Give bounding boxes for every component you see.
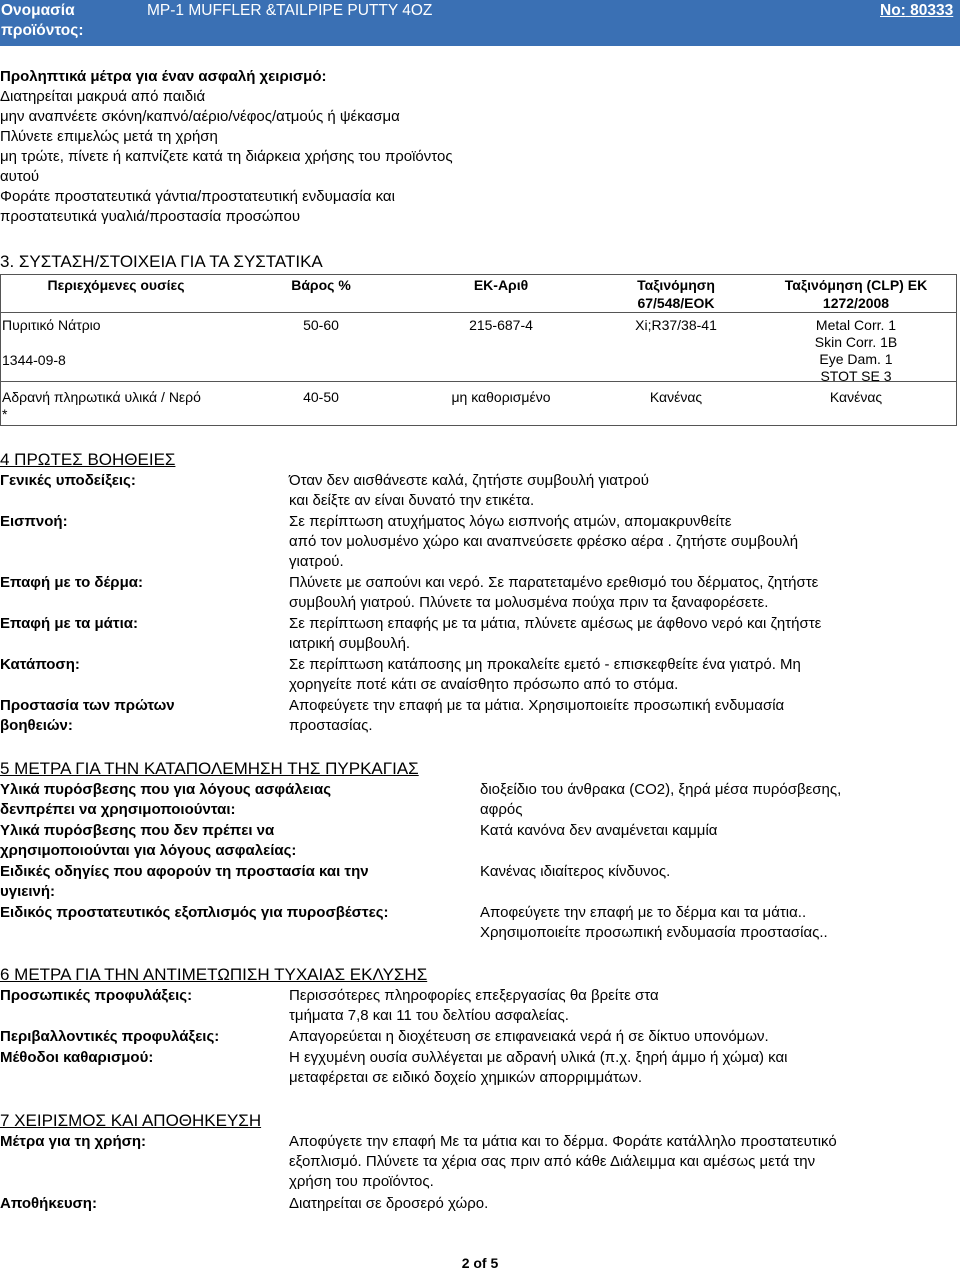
precaution-line: Διατηρείται μακρυά από παιδιά xyxy=(0,88,206,105)
row1-clp: STOT SE 3 xyxy=(820,368,892,384)
storage-text: Διατηρείται σε δροσερό χώρο. xyxy=(289,1195,489,1212)
suitable-text: αφρός xyxy=(480,801,523,818)
personal-text: τμήματα 7,8 και 11 του δελτίου ασφαλείας. xyxy=(289,1007,569,1024)
general-text: και δείξτε αν είναι δυνατό την ετικέτα. xyxy=(289,492,535,509)
row2-ec: μη καθορισμένο xyxy=(451,389,551,405)
product-name: MP-1 MUFFLER &TAILPIPE PUTTY 4OZ xyxy=(147,2,433,19)
equipment-text: Χρησιμοποιείτε προσωπική ενδυμασία προστασίας.. xyxy=(480,924,828,941)
precaution-line: μη τρώτε, πίνετε ή καπνίζετε κατά τη διάρκεια χρήσης του προϊόντος xyxy=(0,148,453,165)
use-label: Μέτρα για τη χρήση: xyxy=(0,1133,147,1150)
composition-table xyxy=(0,274,957,426)
header-class-67-548: Ταξινόμηση xyxy=(637,277,715,293)
eyes-text: ιατρική συμβουλή. xyxy=(289,635,411,652)
special-label: υγιεινή: xyxy=(0,883,56,900)
section7-title: 7 ΧΕΙΡΙΣΜΟΣ ΚΑΙ ΑΠΟΘΗΚΕΥΣΗ xyxy=(0,1111,262,1130)
equipment-text: Αποφεύγετε την επαφή με το δέρμα και τα μάτια.. xyxy=(480,904,807,921)
use-text: Αποφύγετε την επαφή Με τα μάτια και το δέρμα. Φοράτε κατάλληλο προστατευτικό xyxy=(289,1133,837,1150)
unsuitable-label: Υλικά πυρόσβεσης που δεν πρέπει να xyxy=(0,822,275,839)
protection-text: προστασίας. xyxy=(289,717,373,734)
precaution-line: Φοράτε προστατευτικά γάντια/προστατευτική ενδυμασία και xyxy=(0,188,395,205)
skin-label: Επαφή με το δέρμα: xyxy=(0,574,143,591)
inhalation-text: γιατρού. xyxy=(289,553,344,570)
use-text: χρήση του προϊόντος. xyxy=(289,1173,434,1190)
equipment-label: Ειδικός προστατευτικός εξοπλισμός για πυροσβέστες: xyxy=(0,904,389,921)
row1-ec: 215-687-4 xyxy=(469,317,533,333)
protection-text: Αποφεύγετε την επαφή με τα μάτια. Χρησιμοποιείτε προσωπική ενδυμασία xyxy=(289,697,785,714)
row1-weight: 50-60 xyxy=(303,317,339,333)
header-weight: Βάρος % xyxy=(291,277,351,293)
suitable-label: Υλικά πυρόσβεσης που για λόγους ασφάλειας xyxy=(0,781,331,798)
header-ec: ΕΚ-Αριθ xyxy=(473,277,529,293)
product-number: No: 80333 xyxy=(880,2,954,19)
suitable-label: δενπρέπει να χρησιμοποιούνται: xyxy=(0,801,236,818)
page-number: 2 of 5 xyxy=(461,1255,499,1271)
section6-title: 6 ΜΕΤΡΑ ΓΙΑ ΤΗΝ ΑΝΤΙΜΕΤΩΠΙΣΗ ΤΥΧΑΙΑΣ ΕΚΛΥΣΗΣ xyxy=(0,965,428,984)
precautions-title: Προληπτικά μέτρα για έναν ασφαλή χειρισμό: xyxy=(0,68,327,85)
header-substances: Περιεχόμενες ουσίες xyxy=(47,277,185,293)
special-text: Κανένας ιδιαίτερος κίνδυνος. xyxy=(480,863,671,880)
personal-text: Περισσότερες πληροφορίες επεξεργασίας θα βρείτε στα xyxy=(289,987,659,1004)
header-class-clp-ref: 1272/2008 xyxy=(822,295,890,311)
protection-label: βοηθειών: xyxy=(0,717,73,734)
ingestion-text: χορηγείτε ποτέ κάτι σε αναίσθητο πρόσωπο από το στόμα. xyxy=(289,676,679,693)
precaution-line: μην αναπνέετε σκόνη/καπνό/αέριο/νέφος/ατμούς ή ψέκασμα xyxy=(0,108,400,125)
skin-text: Πλύνετε με σαπούνι και νερό. Σε παρατεταμένο ερεθισμό του δέρματος, ζητήστε xyxy=(289,574,819,591)
row1-cas: 1344-09-8 xyxy=(2,352,66,368)
table-header-divider xyxy=(1,312,956,313)
row2-weight: 40-50 xyxy=(303,389,339,405)
eyes-text: Σε περίπτωση επαφής με τα μάτια, πλύνετε αμέσως με άφθονο νερό και ζητήστε xyxy=(289,615,822,632)
row1-clp: Skin Corr. 1B xyxy=(814,334,898,350)
ingestion-label: Κατάποση: xyxy=(0,656,80,673)
cleanup-text: Η εγχυμένη ουσία συλλέγεται με αδρανή υλικά (π.χ. ξηρή άμμο ή χώμα) και xyxy=(289,1049,788,1066)
row1-class67: Xi;R37/38-41 xyxy=(635,317,717,333)
suitable-text: διοξείδιο του άνθρακα (CO2), ξηρά μέσα πυρόσβεσης, xyxy=(480,781,842,798)
section3-title: 3. ΣΥΣΤΑΣΗ/ΣΤΟΙΧΕΙΑ ΓΙΑ ΤΑ ΣΥΣΤΑΤΙΚΑ xyxy=(0,252,323,271)
section4-title: 4 ΠΡΩΤΕΣ ΒΟΗΘΕΙΕΣ xyxy=(0,450,176,469)
precaution-line: προστατευτικά γυαλιά/προστασία προσώπου xyxy=(0,208,301,225)
eyes-label: Επαφή με τα μάτια: xyxy=(0,615,138,632)
row2-substance: Αδρανή πληρωτικά υλικά / Νερό xyxy=(2,389,201,405)
inhalation-text: Σε περίπτωση ατυχήματος λόγω εισπνοής ατμών, απομακρυνθείτε xyxy=(289,513,732,530)
general-text: Όταν δεν αισθάνεστε καλά, ζητήστε συμβουλή γιατρού xyxy=(289,472,649,489)
cleanup-label: Μέθοδοι καθαρισμού: xyxy=(0,1049,154,1066)
section5-title: 5 ΜΕΤΡΑ ΓΙΑ ΤΗΝ ΚΑΤΑΠΟΛΕΜΗΣΗ ΤΗΣ ΠΥΡΚΑΓΙΑΣ xyxy=(0,759,419,778)
ingestion-text: Σε περίπτωση κατάποσης μη προκαλείτε εμετό - επισκεφθείτε ένα γιατρό. Μη xyxy=(289,656,801,673)
unsuitable-text: Κατά κανόνα δεν αναμένεται καμμία xyxy=(480,822,718,839)
header-class-clp: Ταξινόμηση (CLP) ΕΚ xyxy=(784,277,928,293)
env-text: Απαγορεύεται η διοχέτευση σε επιφανειακά νερά ή σε δίκτυο υπονόμων. xyxy=(289,1028,769,1045)
row2-clp: Κανένας xyxy=(829,389,883,405)
inhalation-label: Εισπνοή: xyxy=(0,513,68,530)
row1-substance: Πυριτικό Νάτριο xyxy=(2,317,101,333)
special-label: Ειδικές οδηγίες που αφορούν τη προστασία και την xyxy=(0,863,369,880)
row2-star: * xyxy=(2,406,8,422)
env-label: Περιβαλλοντικές προφυλάξεις: xyxy=(0,1028,220,1045)
skin-text: συμβουλή γιατρού. Πλύνετε τα μολυσμένα πούχα πριν τα ξαναφορέσετε. xyxy=(289,594,769,611)
storage-label: Αποθήκευση: xyxy=(0,1195,97,1212)
personal-label: Προσωπικές προφυλάξεις: xyxy=(0,987,193,1004)
product-label-line2: προϊόντος: xyxy=(1,22,84,39)
header-class-67-548-ref: 67/548/ΕΟΚ xyxy=(637,295,715,311)
precaution-line: Πλύνετε επιμελώς μετά τη χρήση xyxy=(0,128,218,145)
precaution-line: αυτού xyxy=(0,168,40,185)
use-text: εξοπλισμό. Πλύνετε τα χέρια σας πριν από κάθε Διάλειμμα και αμέσως μετά την xyxy=(289,1153,816,1170)
unsuitable-label: χρησιμοποιούνται για λόγους ασφαλείας: xyxy=(0,842,297,859)
inhalation-text: από τον μολυσμένο χώρο και αναπνεύσετε φρέσκο αέρα . ζητήστε συμβουλή xyxy=(289,533,799,550)
row1-clp: Eye Dam. 1 xyxy=(819,351,893,367)
row1-clp: Metal Corr. 1 xyxy=(815,317,897,333)
row2-class67: Κανένας xyxy=(649,389,703,405)
protection-label: Προστασία των πρώτων xyxy=(0,697,175,714)
cleanup-text: μεταφέρεται σε ειδικό δοχείο χημικών απορριμμάτων. xyxy=(289,1069,643,1086)
header-bar xyxy=(0,0,960,46)
product-label-line1: Ονομασία xyxy=(1,2,75,19)
general-label: Γενικές υποδείξεις: xyxy=(0,472,136,489)
